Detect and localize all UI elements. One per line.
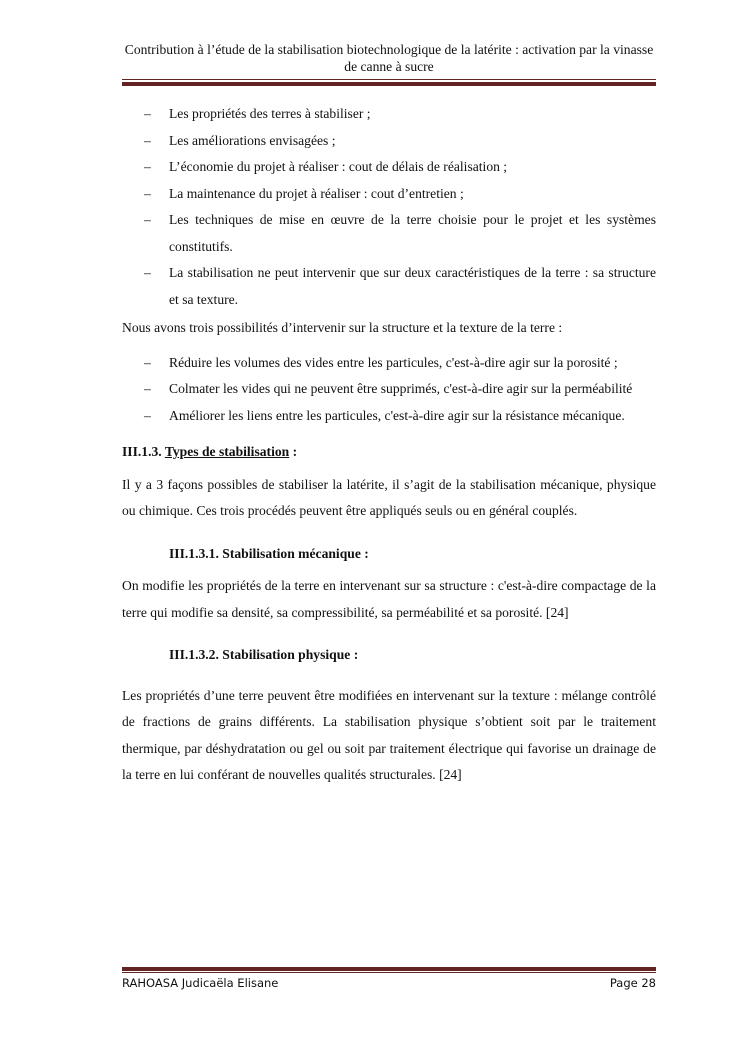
criteria-list: [122, 101, 656, 313]
page-number: Page 28: [609, 976, 656, 990]
list-item: – Les propriétés des terres à stabiliser ;: [144, 106, 371, 121]
list-item: – L’économie du projet à réaliser : cout de délais de réalisation ;: [144, 159, 508, 174]
list-item: – La stabilisation ne peut intervenir que sur deux caractéristiques de la terre : sa structure et sa texture.: [144, 265, 656, 307]
section-heading: III.1.3. Types de stabilisation :: [122, 444, 298, 459]
footer-author: RAHOASA Judicaëla Elisane: [122, 976, 279, 990]
paragraph: Nous avons trois possibilités d’intervenir sur la structure et la texture de la terre :: [122, 320, 563, 335]
list-item: – Améliorer les liens entre les particules, c'est-à-dire agir sur la résistance mécanique.: [144, 407, 625, 423]
header-rule-thick: [122, 82, 656, 86]
list-item: – Les améliorations envisagées ;: [144, 132, 336, 148]
list-item: – Les techniques de mise en œuvre de la terre choisie pour le projet et les systèmes constitutifs.: [144, 212, 656, 254]
paragraph: On modifie les propriétés de la terre en intervenant sur sa structure : c'est-à-dire compactage de la terre qui modifie sa densité, sa compressibilité, sa perméabilité et sa porosité. [24]: [122, 578, 656, 620]
list-item: – Réduire les volumes des vides entre les particules, c'est-à-dire agir sur la porosité ;: [144, 354, 618, 370]
footer-rule-thin: [122, 972, 656, 973]
running-header: Contribution à l’étude de la stabilisation biotechnologique de la latérite : activation par la vinasse de canne à sucre: [124, 42, 654, 74]
subsection-heading: III.1.3.1. Stabilisation mécanique :: [169, 545, 369, 561]
list-item: – Colmater les vides qui ne peuvent être supprimés, c'est-à-dire agir sur la perméabilité: [144, 381, 633, 396]
possibilities-list: [122, 350, 656, 430]
paragraph: Les propriétés d’une terre peuvent être modifiées en intervenant sur la texture : mélange contrôlé de fractions de grains différents. La stabilisation physique s’obtient soit par le traitement thermique, par déshydratation ou gel ou soit par traitement électrique qui favorise un drainage de la terre en lui conférant de nouvelles qualités structurales. [24]: [122, 687, 656, 782]
page-body: [122, 101, 656, 789]
subsection-heading: III.1.3.2. Stabilisation physique :: [169, 647, 359, 662]
paragraph: Il y a 3 façons possibles de stabiliser la latérite, il s’agit de la stabilisation mécanique, physique ou chimique. Ces trois procédés peuvent être appliqués seuls ou en général couplés.: [122, 476, 656, 518]
header-rule-thin: [122, 79, 656, 80]
footer-rule-thick: [122, 967, 656, 971]
page-footer: [122, 976, 656, 990]
list-item: – La maintenance du projet à réaliser : cout d’entretien ;: [144, 185, 464, 201]
